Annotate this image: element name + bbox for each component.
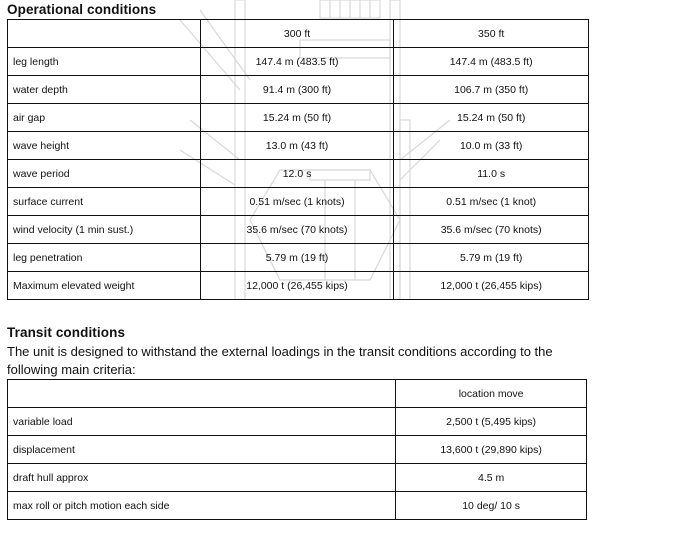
- operational-column-header: 300 ft: [200, 20, 394, 48]
- operational-row: [8, 244, 589, 272]
- operational-cell: 147.4 m (483.5 ft): [200, 48, 394, 76]
- operational-row-label: leg penetration: [8, 244, 201, 272]
- operational-cell: 12,000 t (26,455 kips): [394, 272, 589, 300]
- operational-cell: 12.0 s: [200, 160, 394, 188]
- operational-row: [8, 216, 589, 244]
- operational-row-label: wave period: [8, 160, 201, 188]
- transit-row-label: max roll or pitch motion each side: [8, 492, 396, 520]
- transit-cell: 2,500 t (5,495 kips): [396, 408, 587, 436]
- operational-cell: 15.24 m (50 ft): [200, 104, 394, 132]
- transit-table: [7, 379, 587, 520]
- transit-header-row: [8, 380, 587, 408]
- transit-cell: 4.5 m: [396, 464, 587, 492]
- operational-cell: 147.4 m (483.5 ft): [394, 48, 589, 76]
- transit-cell: 10 deg/ 10 s: [396, 492, 587, 520]
- operational-heading: Operational conditions: [7, 2, 157, 17]
- transit-row: [8, 464, 587, 492]
- operational-row: [8, 76, 589, 104]
- operational-cell: 15.24 m (50 ft): [394, 104, 589, 132]
- operational-column-header: 350 ft: [394, 20, 589, 48]
- operational-row: [8, 48, 589, 76]
- operational-row-label: surface current: [8, 188, 201, 216]
- operational-cell: 35.6 m/sec (70 knots): [394, 216, 589, 244]
- operational-row-label: Maximum elevated weight: [8, 272, 201, 300]
- transit-intro-line1: The unit is designed to withstand the external loadings in the transit conditions according to the: [7, 344, 553, 359]
- transit-row: [8, 492, 587, 520]
- operational-header-row: [8, 20, 589, 48]
- operational-row: [8, 188, 589, 216]
- transit-cell: 13,600 t (29,890 kips): [396, 436, 587, 464]
- operational-row-label: leg length: [8, 48, 201, 76]
- operational-row: [8, 272, 589, 300]
- operational-cell: 13.0 m (43 ft): [200, 132, 394, 160]
- operational-column-header: [8, 20, 201, 48]
- operational-row: [8, 104, 589, 132]
- operational-cell: 10.0 m (33 ft): [394, 132, 589, 160]
- transit-row: [8, 408, 587, 436]
- operational-row-label: wind velocity (1 min sust.): [8, 216, 201, 244]
- operational-cell: 106.7 m (350 ft): [394, 76, 589, 104]
- operational-row-label: water depth: [8, 76, 201, 104]
- operational-row-label: air gap: [8, 104, 201, 132]
- operational-cell: 0.51 m/sec (1 knot): [394, 188, 589, 216]
- operational-cell: 91.4 m (300 ft): [200, 76, 394, 104]
- transit-row: [8, 436, 587, 464]
- operational-row: [8, 132, 589, 160]
- transit-row-label: draft hull approx: [8, 464, 396, 492]
- operational-cell: 11.0 s: [394, 160, 589, 188]
- operational-cell: 35.6 m/sec (70 knots): [200, 216, 394, 244]
- operational-row: [8, 160, 589, 188]
- transit-row-label: variable load: [8, 408, 396, 436]
- transit-intro-line2: following main criteria:: [7, 362, 136, 377]
- operational-table: [7, 19, 589, 300]
- transit-column-header: [8, 380, 396, 408]
- operational-cell: 0.51 m/sec (1 knots): [200, 188, 394, 216]
- operational-cell: 12,000 t (26,455 kips): [200, 272, 394, 300]
- transit-row-label: displacement: [8, 436, 396, 464]
- operational-row-label: wave height: [8, 132, 201, 160]
- operational-cell: 5.79 m (19 ft): [394, 244, 589, 272]
- transit-column-header: location move: [396, 380, 587, 408]
- transit-heading: Transit conditions: [7, 325, 126, 340]
- operational-cell: 5.79 m (19 ft): [200, 244, 394, 272]
